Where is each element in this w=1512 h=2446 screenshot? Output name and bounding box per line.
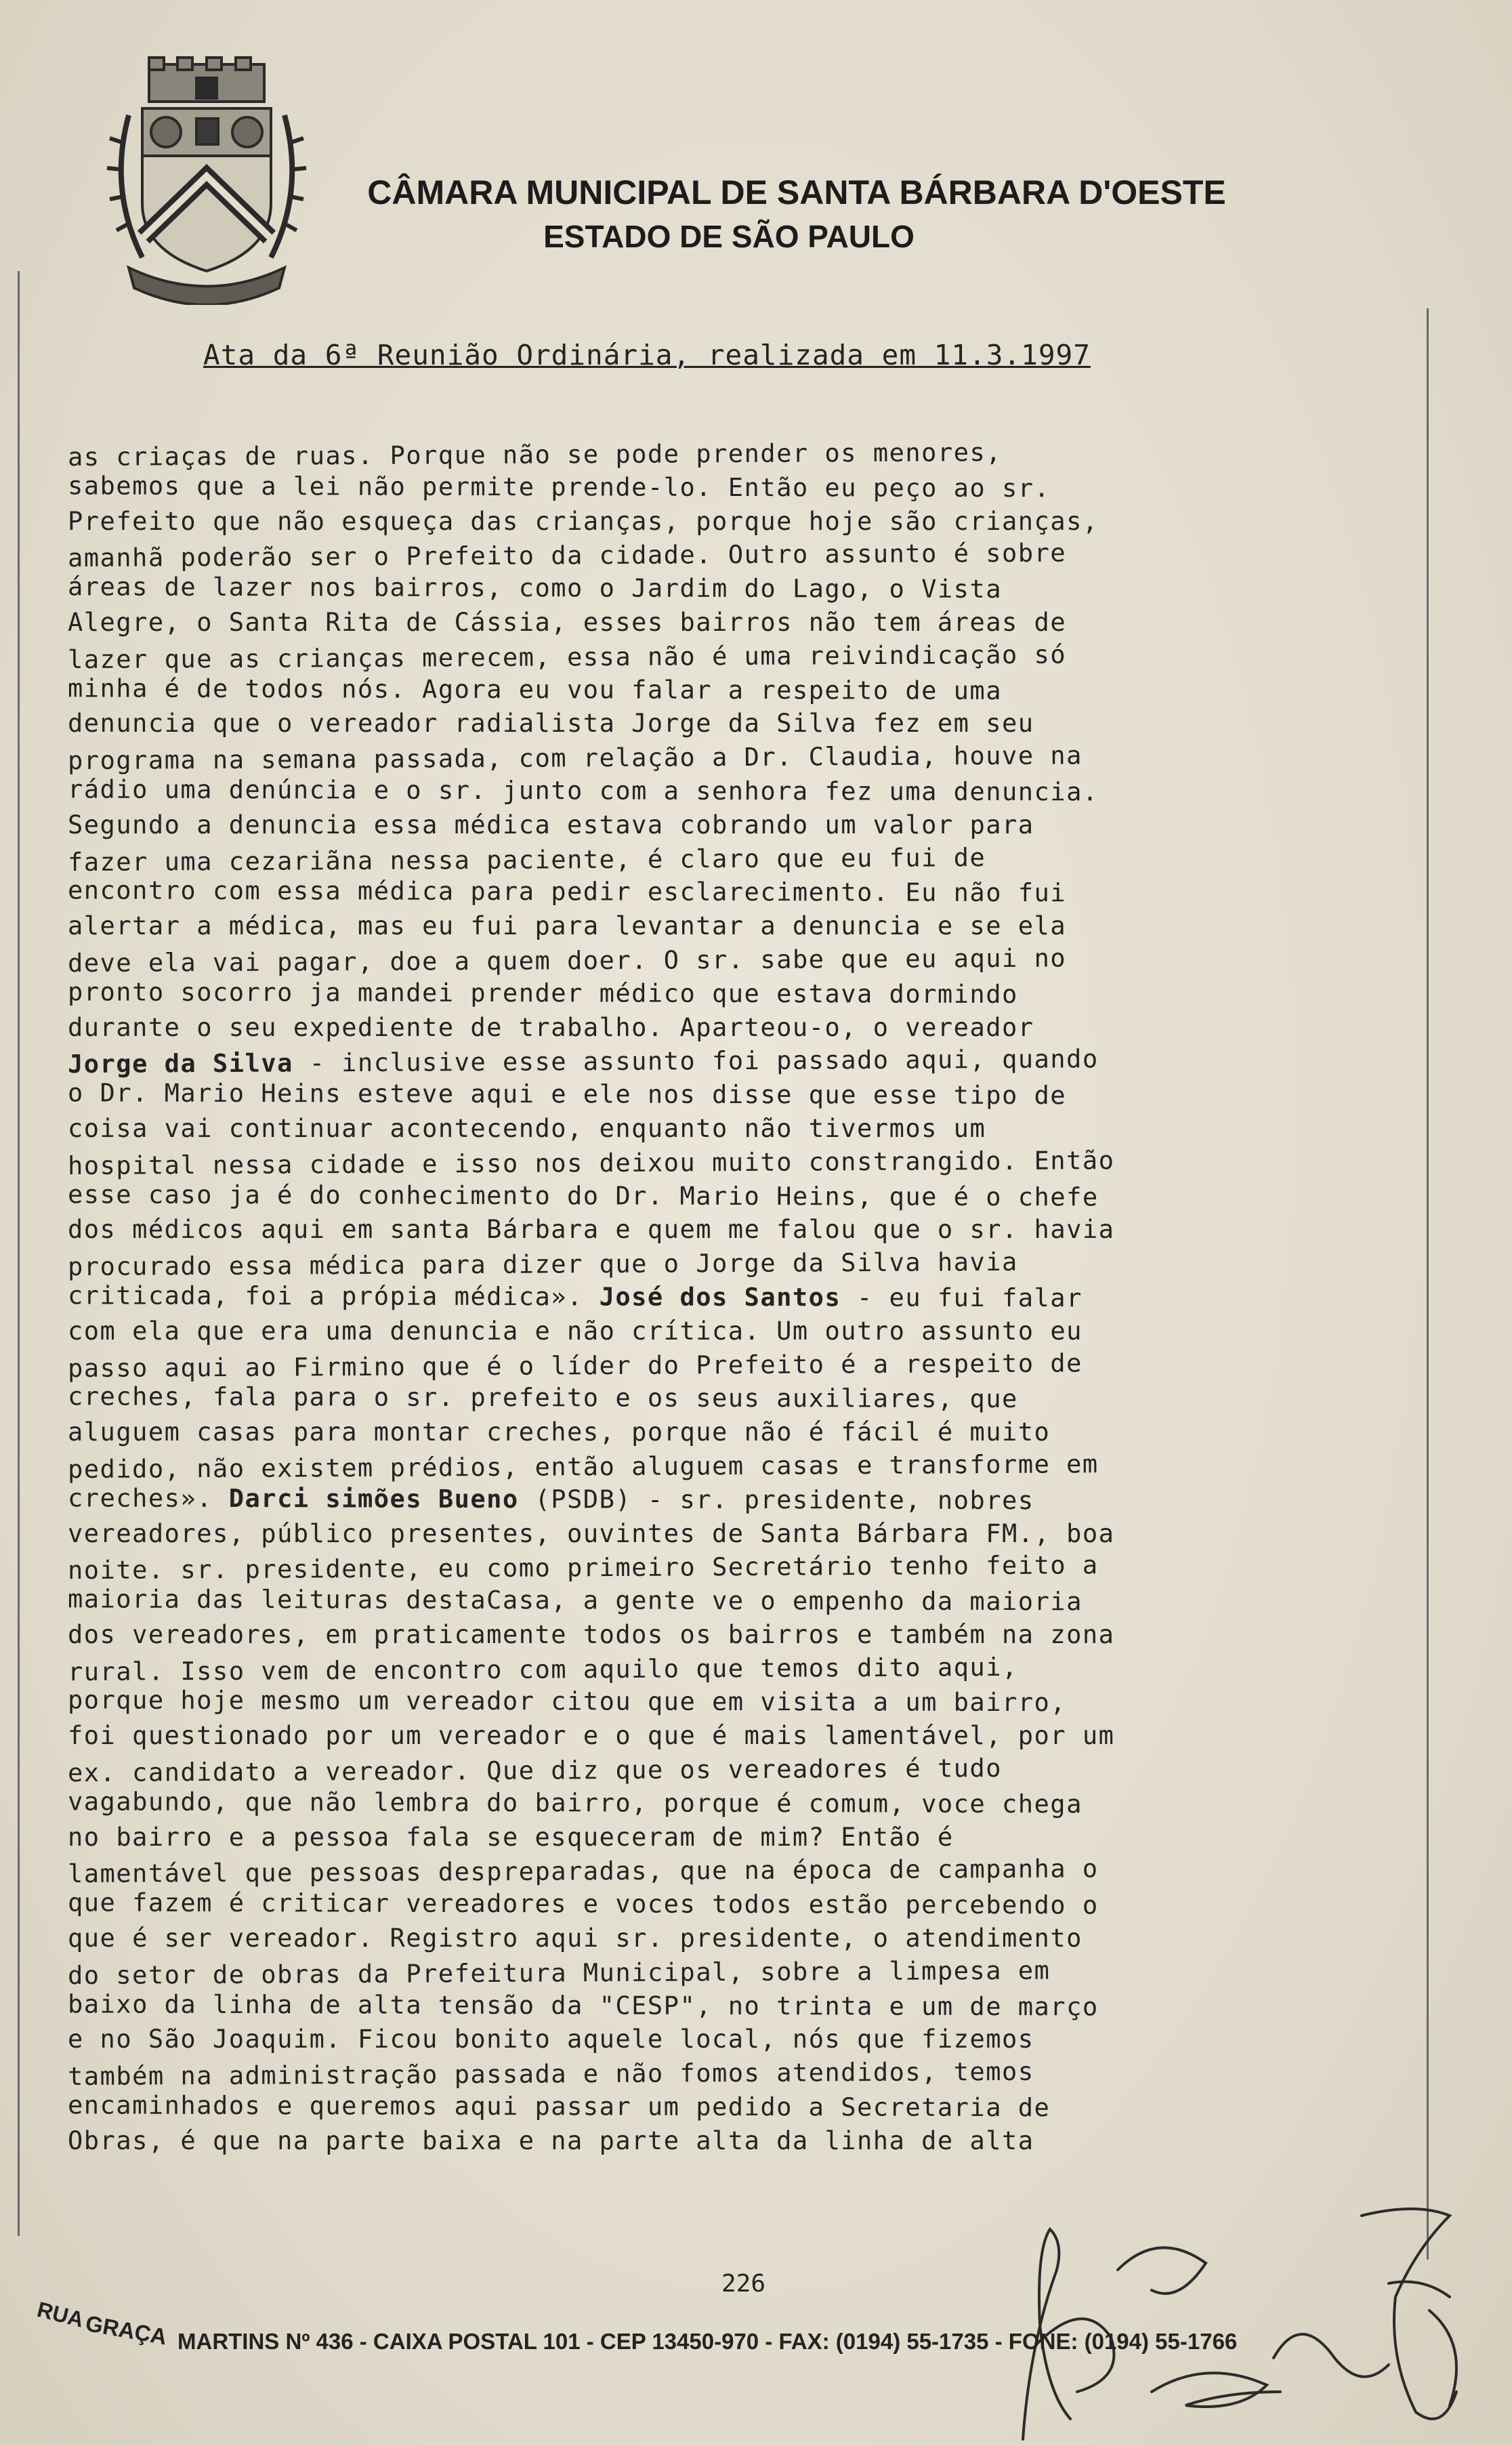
body-line	[68, 1987, 1409, 2025]
body-text: encontro com essa médica para pedir esclarecimento. Eu não fui	[67, 875, 1067, 908]
minutes-body	[68, 437, 1409, 2158]
body-text: porque hoje mesmo um vereador citou que em visita a um bairro,	[67, 1685, 1067, 1718]
body-text: hospital nessa cidade e isso nos deixou muito constrangido. Então	[67, 1145, 1115, 1180]
body-line	[68, 1547, 1409, 1588]
body-line	[68, 1481, 1409, 1518]
body-line	[68, 1850, 1409, 1891]
body-line	[68, 1719, 1409, 1753]
footer-address: MARTINS Nº 436 - CAIXA POSTAL 101 - CEP 13450-970 - FAX: (0194) 55-1735 - FONE: (0194) 55-1766	[177, 2329, 1238, 2354]
body-line	[68, 1077, 1409, 1114]
body-line	[68, 1011, 1409, 1045]
body-text: o Dr. Mario Heins esteve aqui e ele nos disse que esse tipo de	[67, 1078, 1067, 1111]
body-text: criticada, foi a própia médica».	[67, 1281, 600, 1312]
body-line	[68, 505, 1409, 539]
body-line	[68, 1380, 1409, 1417]
body-line	[68, 737, 1409, 778]
body-line	[68, 1618, 1409, 1652]
speaker-name: Jorge da Silva	[67, 1048, 293, 1079]
body-text: Segundo a denuncia essa médica estava cobrando um valor para	[68, 810, 1034, 839]
body-line	[68, 1785, 1409, 1822]
body-line	[68, 1886, 1409, 1924]
body-text: pronto socorro ja mandei prender médico que estava dormindo	[67, 977, 1018, 1009]
body-line	[68, 2023, 1409, 2056]
body-line	[68, 1649, 1409, 1689]
body-text: fazer uma cezariãna nessa paciente, é claro que eu fui de	[67, 842, 986, 877]
body-line	[68, 1142, 1409, 1183]
body-line	[68, 1415, 1409, 1449]
body-text: coisa vai continuar acontecendo, enquanto não tivermos um	[68, 1113, 986, 1143]
body-line	[68, 1344, 1409, 1385]
body-line	[68, 874, 1409, 911]
body-line	[68, 1749, 1409, 1790]
left-margin-rule	[18, 271, 20, 2236]
body-text: noite. sr. presidente, eu como primeiro Secretário tenho feito a	[67, 1550, 1099, 1585]
speaker-name: Darci simões Bueno	[228, 1483, 519, 1514]
body-text: que fazem é criticar vereadores e voces todos estão percebendo o	[67, 1888, 1099, 1920]
body-line	[68, 606, 1409, 640]
body-text: Alegre, o Santa Rita de Cássia, esses bairros não tem áreas de	[68, 607, 1067, 637]
body-line	[68, 707, 1409, 741]
body-line	[68, 1517, 1409, 1551]
body-text: procurado essa médica para dizer que o Jorge da Silva havia	[67, 1247, 1018, 1282]
body-line	[68, 1821, 1409, 1854]
footer-street-name: GRAÇA	[83, 2310, 169, 2350]
body-line	[68, 940, 1409, 980]
body-line	[68, 772, 1409, 810]
page-number: 226	[721, 2270, 766, 2298]
body-text: que é ser vereador. Registro aqui sr. presidente, o atendimento	[68, 1924, 1083, 1953]
body-text: maioria das leituras destaCasa, a gente ve o empenho da maioria	[67, 1584, 1083, 1617]
body-line	[68, 434, 1409, 474]
footer-street-prefix: RUA	[35, 2297, 87, 2332]
state-name: ESTADO DE SÃO PAULO	[543, 219, 915, 254]
body-text: programa na semana passada, com relação a Dr. Claudia, houve na	[67, 741, 1083, 776]
speaker-name: José dos Santos	[599, 1282, 841, 1312]
body-line	[68, 1178, 1409, 1215]
body-line	[68, 2053, 1409, 2094]
body-line	[68, 909, 1409, 943]
body-line	[68, 636, 1409, 677]
body-line	[68, 1279, 1409, 1316]
body-line	[68, 571, 1409, 608]
body-text: no bairro e a pessoa fala se esqueceram de mim? Então é	[68, 1822, 954, 1852]
body-text: pedido, não existem prédios, então aluguem casas e transforme em	[67, 1449, 1099, 1485]
body-text: creches, fala para o sr. prefeito e os seus auxiliares, que	[67, 1382, 1018, 1414]
body-text: rádio uma denúncia e o sr. junto com a senhora fez uma denuncia.	[67, 774, 1099, 807]
body-text: vereadores, público presentes, ouvintes de Santa Bárbara FM., boa	[68, 1518, 1115, 1548]
body-text: amanhã poderão ser o Prefeito da cidade. Outro assunto é sobre	[67, 538, 1067, 573]
body-text: - eu fui falar	[841, 1283, 1083, 1313]
body-line	[68, 1583, 1409, 1620]
body-line	[68, 1112, 1409, 1146]
body-text: baixo da linha de alta tensão da "CESP", no trinta e um de março	[67, 1989, 1099, 2022]
body-text: deve ela vai pagar, doe a quem doer. O sr. sabe que eu aqui no	[67, 943, 1067, 978]
body-line	[68, 671, 1409, 709]
body-line	[68, 469, 1409, 506]
body-text: lamentável que pessoas despreparadas, que na época de campanha o	[67, 1854, 1099, 1889]
body-line	[68, 1243, 1409, 1284]
body-text: (PSDB) - sr. presidente, nobres	[518, 1484, 1034, 1515]
body-line	[68, 2088, 1409, 2126]
body-text: vagabundo, que não lembra do bairro, porque é comum, voce chega	[67, 1787, 1083, 1819]
body-text: e no São Joaquim. Ficou bonito aquele local, nós que fizemos	[68, 2025, 1034, 2054]
body-text: as criaças de ruas. Porque não se pode prender os menores,	[67, 437, 1003, 472]
body-text: - inclusive esse assunto foi passado aqui, quando	[293, 1044, 1099, 1078]
body-text: áreas de lazer nos bairros, como o Jardim do Lago, o Vista	[67, 572, 1003, 604]
body-line	[68, 1041, 1409, 1081]
body-text: foi questionado por um vereador e o que é mais lamentável, por um	[68, 1721, 1115, 1751]
body-text: alertar a médica, mas eu fui para levantar a denuncia e se ela	[68, 911, 1067, 941]
body-line	[68, 1952, 1409, 1993]
body-line	[68, 1314, 1409, 1348]
body-text: aluguem casas para montar creches, porque não é fácil é muito	[68, 1417, 1051, 1447]
institution-name: CÂMARA MUNICIPAL DE SANTA BÁRBARA D'OESTE	[367, 173, 1226, 211]
body-text: do setor de obras da Prefeitura Municipal, sobre a limpesa em	[67, 1955, 1051, 1991]
body-line	[68, 1922, 1409, 1955]
body-line	[68, 1446, 1409, 1487]
minutes-title: Ata da 6ª Reunião Ordinária, realizada em 11.3.1997	[203, 339, 1091, 371]
body-line	[68, 1213, 1409, 1247]
body-line	[68, 808, 1409, 842]
body-text: durante o seu expediente de trabalho. Aparteou-o, o vereador	[68, 1012, 1034, 1042]
body-text: com ela que era uma denuncia e não crítica. Um outro assunto eu	[68, 1316, 1083, 1346]
body-line	[68, 838, 1409, 879]
body-text: lazer que as crianças merecem, essa não é uma reivindicação só	[67, 640, 1067, 674]
body-text: sabemos que a lei não permite prende-lo. Então eu peço ao sr.	[67, 471, 1051, 503]
right-margin-rule	[1427, 308, 1429, 2260]
body-text: encaminhados e queremos aqui passar um pedido a Secretaria de	[67, 2090, 1051, 2123]
body-line	[68, 975, 1409, 1012]
body-text: rural. Isso vem de encontro com aquilo que temos dito aqui,	[67, 1652, 1018, 1686]
body-line	[68, 1684, 1409, 1721]
body-text: Prefeito que não esqueça das crianças, porque hoje são crianças,	[68, 506, 1099, 536]
body-text: passo aqui ao Firmino que é o líder do Prefeito é a respeito de	[67, 1348, 1083, 1383]
body-text: dos médicos aqui em santa Bárbara e quem me falou que o sr. havia	[68, 1215, 1115, 1245]
body-text: denuncia que o vereador radialista Jorge da Silva fez em seu	[68, 709, 1034, 739]
body-text: creches».	[67, 1483, 229, 1513]
body-line	[68, 2124, 1409, 2158]
body-text: ex. candidato a vereador. Que diz que os vereadores é tudo	[67, 1754, 1003, 1788]
body-text: também na administração passada e não fomos atendidos, temos	[67, 2056, 1034, 2092]
body-line	[68, 535, 1409, 575]
body-text: minha é de todos nós. Agora eu vou falar a respeito de uma	[67, 673, 1003, 705]
handwritten-signatures	[982, 2189, 1484, 2446]
body-text: dos vereadores, em praticamente todos os bairros e também na zona	[68, 1619, 1115, 1649]
body-text: esse caso ja é do conhecimento do Dr. Mario Heins, que é o chefe	[67, 1179, 1099, 1211]
body-text: Obras, é que na parte baixa e na parte alta da linha de alta	[68, 2126, 1034, 2155]
